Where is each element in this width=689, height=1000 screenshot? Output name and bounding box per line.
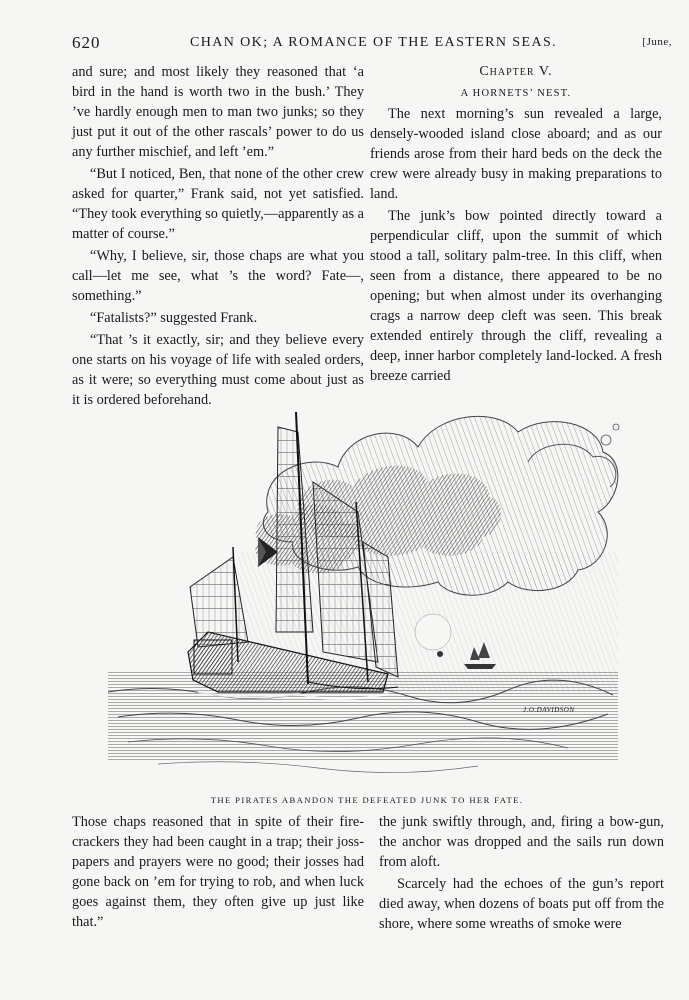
running-title: CHAN OK; A ROMANCE OF THE EASTERN SEAS. [190, 35, 558, 50]
paragraph: “Fatalists?” suggested Frank. [90, 310, 258, 326]
section-heading: A HORNETS’ NEST. [460, 88, 572, 99]
paragraph: “That ’s it exactly, sir; and they believe every one starts on his voyage of life with sealed orders, as it were; so everything must come about just as it is ordered beforehand. [72, 332, 364, 408]
right-column-bottom [379, 812, 664, 934]
paragraph: The junk’s bow pointed directly toward a perpendicular cliff, upon the summit of which stood a tall, solitary palm-tree. In this cliff, when seen from a distance, there appeared to be no opening; but when almost under its overhanging crags a narrow deep cleft was seen. This break extended entirely through the cliff, revealing a deep, inner harbor completely land-locked. A fresh breeze carried [370, 208, 662, 384]
illustration-caption: THE PIRATES ABANDON THE DEFEATED JUNK TO HER FATE. [210, 795, 524, 805]
smoke-cloud [255, 416, 619, 595]
chapter-heading: Chapter V. [479, 64, 553, 79]
paragraph: and sure; and most likely they reasoned that ‘a bird in the hand is worth two in the bush.’ They ’ve hardly enough men to man two junks; so they just put it out of the other rascals’ power to do us any further mischief, and left ’em.” [72, 64, 364, 160]
junk-engraving [98, 392, 628, 784]
right-column-top [370, 62, 662, 386]
paragraph: Scarcely had the echoes of the gun’s report died away, when dozens of boats put off from the shore, where some wreaths of smoke were [379, 876, 664, 932]
paragraph: the junk swiftly through, and, firing a bow-gun, the anchor was dropped and the sails run down from aloft. [379, 814, 664, 870]
paragraph: “But I noticed, Ben, that none of the other crew asked for quarter,” Frank said, not yet satisfied. “They took everything so quietly,—apparently as a matter of course.” [72, 166, 364, 242]
page-header [72, 33, 672, 57]
paragraph: Those chaps reasoned that in spite of their fire-crackers they had been caught in a trap; their joss-papers and prayers were no good; their josses had gone back on ’em for trying to rob, and when luck goes against them, they often give up just like that.” [72, 814, 364, 930]
issue-month: [June, [642, 36, 672, 48]
paragraph: “Why, I believe, sir, those chaps are what you call—let me see, what ’s the word? Fate—, something.” [72, 248, 364, 304]
artist-signature: J.O.DAVIDSON [523, 706, 575, 714]
left-column-top [72, 62, 364, 410]
left-column-bottom [72, 812, 364, 932]
paragraph: The next morning’s sun revealed a large, densely-wooded island close aboard; and as our friends arose from their hard beds on the deck the crew were already busy in making preparations to land. [370, 106, 662, 202]
page-number: 620 [72, 33, 101, 52]
